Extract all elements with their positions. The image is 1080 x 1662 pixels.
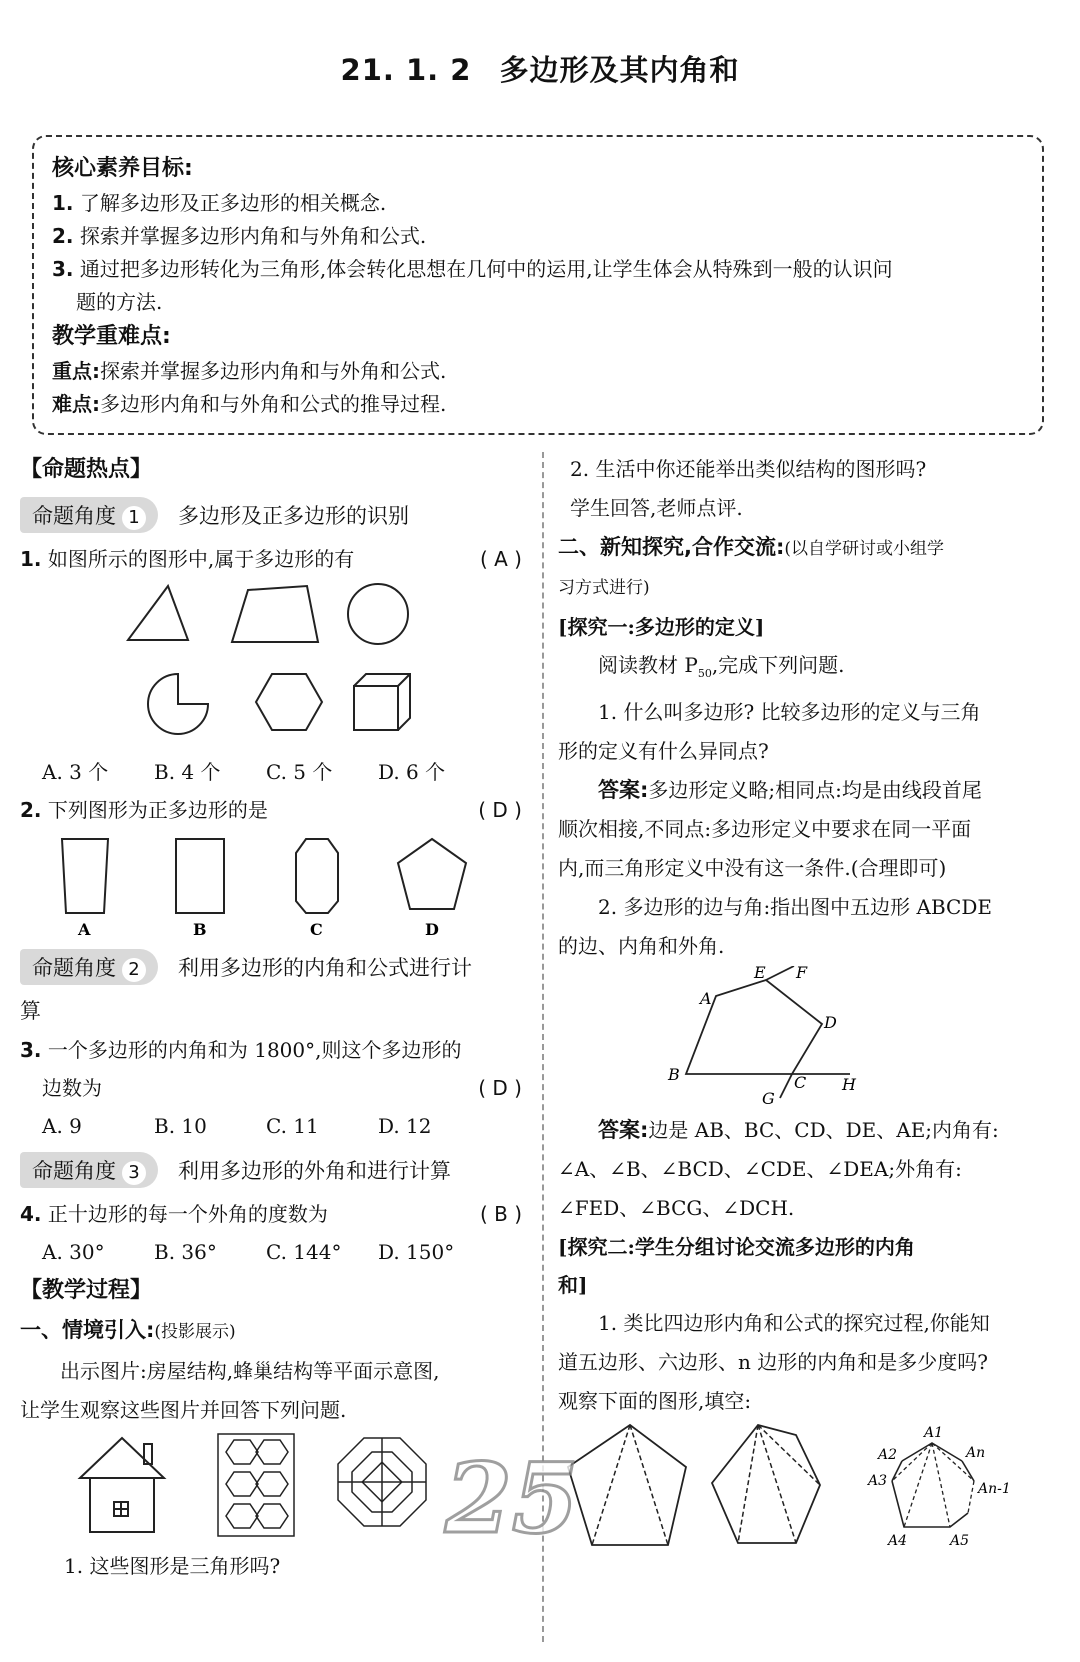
- fig-label: A: [78, 920, 91, 937]
- answer: ( B ): [479, 1202, 522, 1226]
- svg-text:D: D: [824, 1013, 837, 1032]
- svg-text:H: H: [842, 1075, 856, 1094]
- house-figure: [80, 1438, 164, 1532]
- goals-heading: 核心素养目标:: [52, 156, 193, 181]
- angle-tag: 命题角度 1: [20, 497, 158, 533]
- right-q2: 2. 生活中你还能举出类似结构的图形吗?: [570, 457, 927, 481]
- read-text: 阅读教材 $P_{50}$,完成下列问题.: [598, 653, 845, 680]
- answer: ( A ): [479, 547, 522, 571]
- svg-text:F: F: [796, 966, 808, 982]
- octagon-pattern-figure: [338, 1438, 426, 1526]
- process-heading: 【教学过程】: [20, 1278, 153, 1303]
- fig-label: B: [193, 920, 207, 937]
- question-2: 2. 下列图形为正多边形的是 ( D ): [20, 791, 530, 829]
- fig-label: C: [310, 920, 323, 937]
- cube-shape: [354, 674, 410, 730]
- explore-1-q1-cont: 形的定义有什么异同点?: [558, 739, 769, 763]
- key-point: 重点:探索并掌握多边形内角和与外角和公式.: [52, 359, 447, 383]
- left-column: [20, 450, 530, 1586]
- answer-2-cont: ∠A、∠B、∠BCD、∠CDE、∠DEA;外角有:: [558, 1157, 962, 1181]
- angle-1: [20, 496, 530, 534]
- right-column: [558, 450, 1064, 1556]
- svg-text:A2: A2: [878, 1447, 898, 1463]
- angle-tag: 命题角度 3: [20, 1152, 158, 1188]
- hot-heading: 【命题热点】: [20, 457, 153, 482]
- section-intro: 一、情境引入:(投影展示): [20, 1318, 236, 1342]
- intro-paragraph-cont: 让学生观察这些图片并回答下列问题.: [20, 1398, 347, 1422]
- question-3: 3. 一个多边形的内角和为 1800°,则这个多边形的: [20, 1038, 462, 1062]
- angle-label: 利用多边形的内角和公式进行计: [178, 956, 472, 980]
- page-title: [0, 48, 1080, 89]
- pentagon-figure: [558, 966, 1064, 1106]
- hexagon-shape: [256, 674, 322, 730]
- difficult-point: 难点:多边形内角和与外角和公式的推导过程.: [52, 392, 447, 416]
- goal-item-cont: 题的方法.: [76, 290, 163, 314]
- explore-1-q2: 2. 多边形的边与角:指出图中五边形 ABCDE: [598, 895, 992, 919]
- angle-label: 利用多边形的外角和进行计算: [178, 1159, 451, 1183]
- explore-2-q1-cont: 观察下面的图形,填空:: [558, 1389, 752, 1413]
- polygon-division-figures: [558, 1421, 1064, 1551]
- goal-item: 2. 探索并掌握多边形内角和与外角和公式.: [52, 224, 427, 248]
- svg-text:A4: A4: [888, 1533, 908, 1549]
- right-reply: 学生回答,老师点评.: [570, 496, 743, 520]
- triangle-shape: [128, 586, 188, 640]
- angle-2: [20, 948, 530, 986]
- answer-1-cont: 内,而三角形定义中没有这一条件.(合理即可): [558, 856, 947, 880]
- svg-text:A1: A1: [924, 1425, 944, 1441]
- svg-text:G: G: [762, 1089, 775, 1106]
- explore-2-q1-cont: 道五边形、六边形、n 边形的内角和是多少度吗?: [558, 1350, 988, 1374]
- question-4: 4. 正十边形的每一个外角的度数为 ( B ): [20, 1195, 530, 1233]
- section-explore: 二、新知探究,合作交流:(以自学研讨或小组学: [558, 535, 945, 559]
- q3-options: A. 9 B. 10 C. 11 D. 12: [42, 1114, 432, 1138]
- q2-figures: [20, 829, 520, 937]
- svg-text:B: B: [668, 1065, 680, 1084]
- explore-1-q1: 1. 什么叫多边形? 比较多边形的定义与三角: [598, 700, 981, 724]
- quadrilateral-shape: [232, 586, 318, 642]
- section-title: 多边形及其内角和: [499, 53, 740, 87]
- honeycomb-figure: [218, 1434, 294, 1536]
- section-number: 21. 1. 2: [340, 53, 472, 87]
- goals-box: [32, 135, 1044, 435]
- answer: ( D ): [478, 1076, 522, 1100]
- answer-1-cont: 顺次相接,不同点:多边形定义中要求在同一平面: [558, 817, 972, 841]
- answer-1: 答案:多边形定义略;相同点:均是由线段首尾: [598, 778, 982, 802]
- angle-3: [20, 1151, 530, 1189]
- explore-2-heading-cont: 和]: [558, 1273, 588, 1297]
- goal-item: 1. 了解多边形及正多边形的相关概念.: [52, 191, 387, 215]
- intro-paragraph: 出示图片:房屋结构,蜂巢结构等平面示意图,: [60, 1359, 440, 1383]
- circle-shape: [348, 584, 408, 644]
- sector-shape: [148, 674, 208, 734]
- question-1: 1. 如图所示的图形中,属于多边形的有 ( A ): [20, 540, 530, 578]
- page-number: 25: [445, 1442, 579, 1555]
- svg-text:A3: A3: [868, 1473, 888, 1489]
- svg-text:An: An: [966, 1445, 986, 1461]
- svg-text:A5: A5: [950, 1533, 970, 1549]
- q1-figures: [20, 578, 520, 748]
- section-explore-cont: 习方式进行): [558, 578, 650, 598]
- key-heading: 教学重难点:: [52, 324, 171, 349]
- explore-2-heading: [探究二:学生分组讨论交流多边形的内角: [558, 1235, 915, 1259]
- svg-text:E: E: [754, 966, 766, 982]
- angle-tag: 命题角度 2: [20, 949, 158, 985]
- explore-1-q2-cont: 的边、内角和外角.: [558, 934, 725, 958]
- fig-label: D: [425, 920, 439, 937]
- q1-options: A. 3 个 B. 4 个 C. 5 个 D. 6 个: [42, 760, 446, 784]
- svg-text:A: A: [700, 989, 712, 1008]
- angle-label: 多边形及正多边形的识别: [178, 504, 409, 528]
- q4-options: A. 30° B. 36° C. 144° D. 150°: [42, 1240, 455, 1264]
- explore-2-q1: 1. 类比四边形内角和公式的探究过程,你能知: [598, 1311, 990, 1335]
- intro-question: 1. 这些图形是三角形吗?: [64, 1554, 281, 1578]
- explore-1-heading: [探究一:多边形的定义]: [558, 615, 765, 639]
- svg-text:C: C: [794, 1073, 807, 1092]
- answer: ( D ): [478, 798, 522, 822]
- answer-2-cont: ∠FED、∠BCG、∠DCH.: [558, 1196, 795, 1220]
- angle-label-cont: 算: [20, 999, 41, 1023]
- svg-text:An-1: An-1: [978, 1481, 1011, 1497]
- question-3-cont: 边数为 ( D ): [20, 1069, 530, 1107]
- goal-item: 3. 通过把多边形转化为三角形,体会转化思想在几何中的运用,让学生体会从特殊到一般的认识问: [52, 257, 893, 281]
- answer-2: 答案:边是 AB、BC、CD、DE、AE;内角有:: [598, 1118, 999, 1142]
